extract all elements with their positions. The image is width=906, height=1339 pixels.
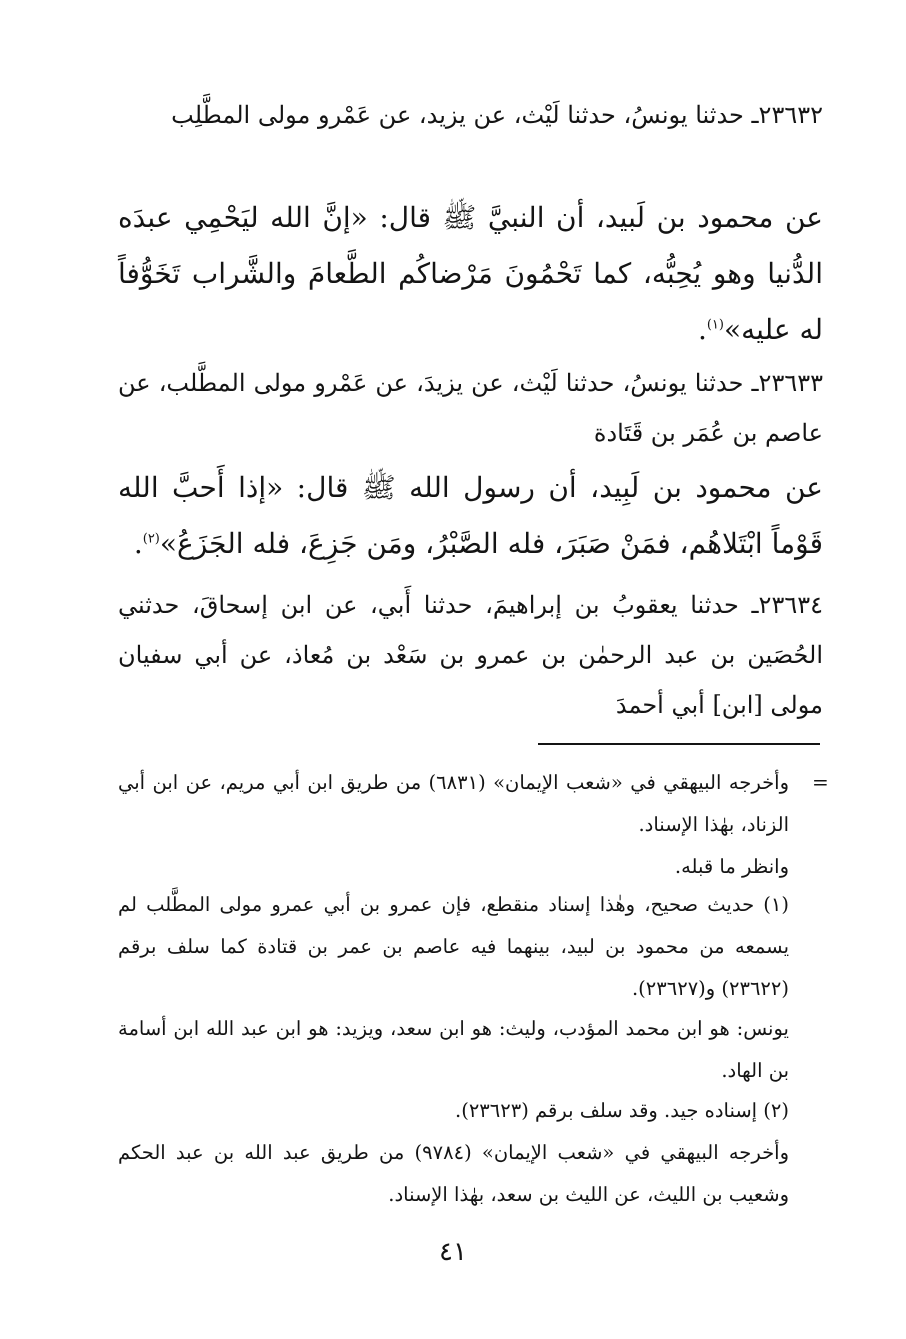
footnote-2-sources: وأخرجه البيهقي في «شعب الإيمان» (٩٧٨٤) من طريق عبد الله بن عبد الحكم وشعيب بن الليث، عن الليث بن سعد، بهٰذا الإسناد. [118, 1141, 789, 1206]
footnote-paragraph-continued: وأخرجه البيهقي في «شعب الإيمان» (٦٨٣١) من طريق ابن أبي مريم، عن ابن أبي الزناد، بهٰذا الإسناد. [118, 771, 789, 836]
hadith-narration-23634: ٢٣٦٣٤ـ حدثنا يعقوبُ بن إبراهيمَ، حدثنا أَبي، عن ابن إسحاقَ، حدثني الحُصَين بن عبد الرحمٰن بن عمرو بن سَعْد بن مُعاذ، عن أبي سفيان مولى [ابن] أبي أحمدَ [118, 591, 823, 719]
footnote-continuation-mark: = [812, 770, 829, 794]
hadith-text-23633-body: عن محمود بن لَبِيد، أن رسول الله ﷺ قال: «إذا أَحبَّ الله قَوْماً ابْتَلاهُم، فمَنْ صَبَرَ، فله الصَّبْرُ، ومَن جَزِعَ، فله الجَزَعُ» [118, 471, 823, 560]
footnote-ref-1: (١) [706, 317, 724, 333]
hadith-narration-23632: ٢٣٦٣٢ـ حدثنا يونسُ، حدثنا لَيْث، عن يزيد، عن عَمْرو مولى المطَّلِب [171, 101, 823, 129]
hadith-narration-23633: ٢٣٦٣٣ـ حدثنا يونسُ، حدثنا لَيْث، عن يزيدَ، عن عَمْرو مولى المطَّلب، عن عاصم بن عُمَر بن قَتَادة [118, 369, 823, 447]
footnote-ref-2: (٢) [142, 531, 160, 547]
footnote-paragraph-see-previous: وانظر ما قبله. [674, 855, 789, 878]
hadith-text-23633: عن محمود بن لَبِيد، أن رسول الله ﷺ قال: «إذا أَحبَّ الله قَوْماً ابْتَلاهُم، فمَنْ صَبَرَ، فله الصَّبْرُ، ومَن جَزِعَ، فله الجَزَعُ»$^{(٢)}$. [118, 471, 823, 560]
hadith-text-23632: عن محمود بن لَبيد، أن النبيَّ ﷺ قال: «إنَّ الله ليَحْمِي عبدَه الدُّنيا وهو يُحِبُّه، كما تَحْمُونَ مَرْضاكُم الطَّعامَ والشَّراب تَخَوُّفاً له عليه»$^{(١)}$. [118, 201, 823, 346]
page-number: ٤١ [439, 1237, 467, 1267]
footnote-2: (٢) إسناده جيد. وقد سلف برقم (٢٣٦٢٣). [455, 1099, 789, 1122]
footnote-1-narrators: يونس: هو ابن محمد المؤدب، وليث: هو ابن سعد، ويزيد: هو ابن عبد الله ابن أسامة بن الهاد. [118, 1017, 789, 1082]
footnote-divider [538, 743, 820, 745]
footnote-1: (١) حديث صحيح، وهٰذا إسناد منقطع، فإن عمرو بن أبي عمرو مولى المطَّلب لم يسمعه من محمود بن لبيد، بينهما فيه عاصم بن عمر بن قتادة كما سلف برقم (٢٣٦٢٢) و(٢٣٦٢٧). [118, 893, 789, 1000]
hadith-text-23632-body: عن محمود بن لَبيد، أن النبيَّ ﷺ قال: «إنَّ الله ليَحْمِي عبدَه الدُّنيا وهو يُحِبُّه، كما تَحْمُونَ مَرْضاكُم الطَّعامَ والشَّراب تَخَوُّفاً له عليه» [118, 201, 823, 346]
